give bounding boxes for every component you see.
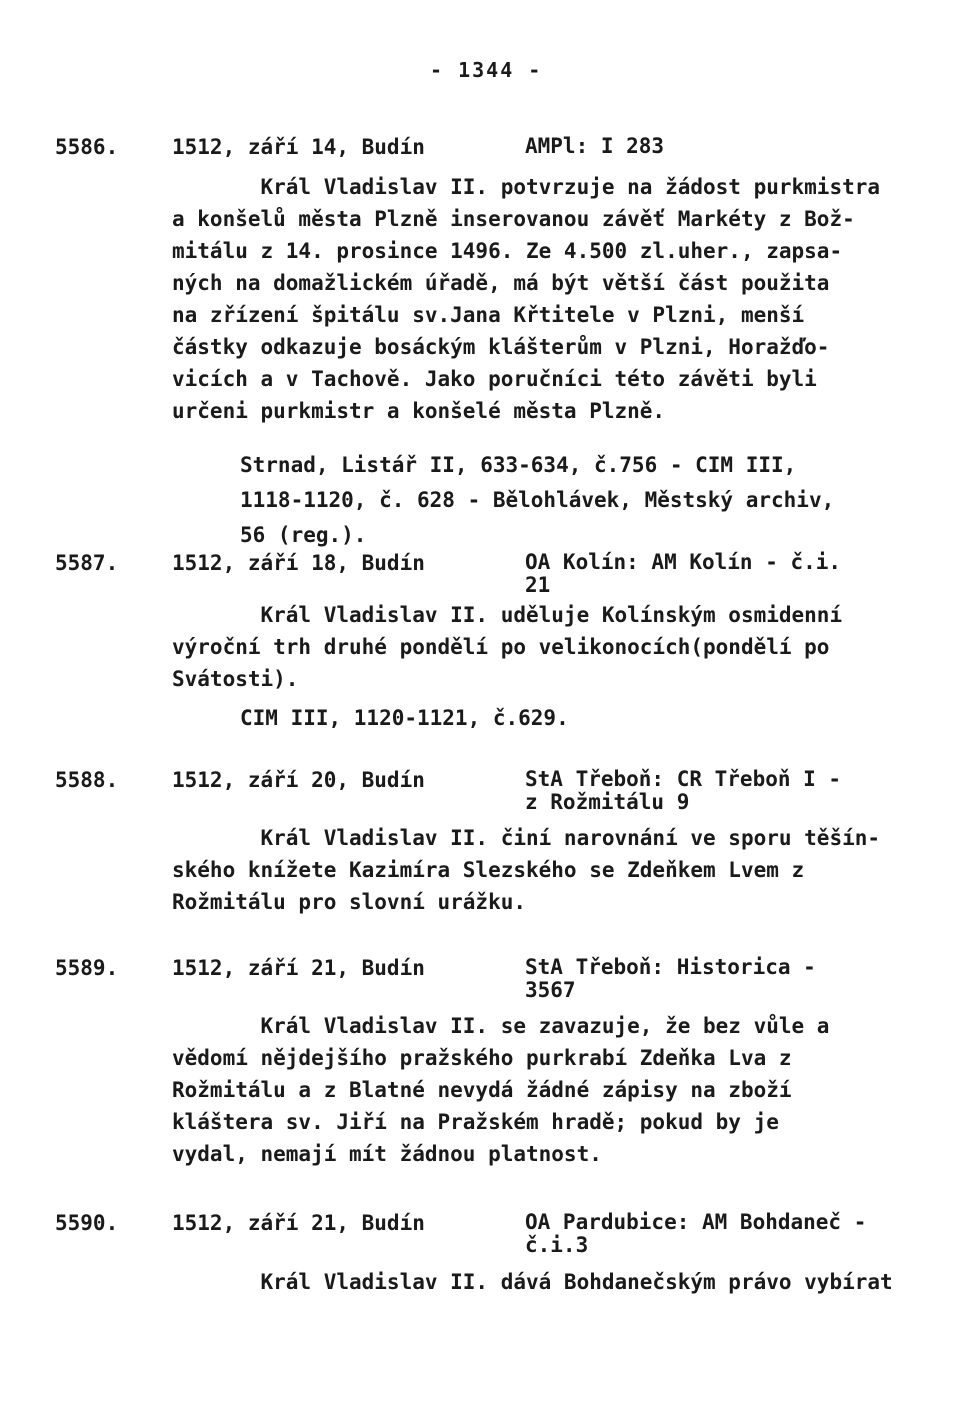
entry-references: Strnad, Listář II, 633-634, č.756 - CIM III, 1118-1120, č. 628 - Bělohlávek, Městský archiv, 56 (reg.).	[240, 453, 835, 547]
entry-number: 5588.	[55, 768, 119, 792]
entry-date-place: 1512, září 18, Budín	[172, 551, 425, 575]
entry-references: CIM III, 1120-1121, č.629.	[240, 706, 569, 730]
entry-date-place: 1512, září 21, Budín	[172, 1211, 425, 1235]
entry-archive-source: AMPl: I 283	[525, 134, 665, 158]
entry-abstract: Král Vladislav II. dává Bohdanečským právo vybírat	[172, 1270, 893, 1294]
entry-date-place: 1512, září 14, Budín	[172, 135, 425, 159]
entry-archive-source: StA Třeboň: Historica - 3567	[525, 955, 816, 1002]
entry-number: 5586.	[55, 135, 119, 159]
entry-abstract: Král Vladislav II. uděluje Kolínským osmidenní výroční trh druhé pondělí po velikonocích(pondělí po Svátosti).	[172, 603, 843, 691]
entry-archive-source: StA Třeboň: CR Třeboň I - z Rožmitálu 9	[525, 767, 842, 814]
entry-abstract: Král Vladislav II. se zavazuje, že bez vůle a vědomí nějdejšího pražského purkrabí Zdeňka Lva z Rožmitálu a z Blatné nevydá žádné zápisy na zboží kláštera sv. Jiří na Pražském hradě; pokud by je vydal, nemají mít žádnou platnost.	[172, 1014, 830, 1166]
entry-archive-source: OA Kolín: AM Kolín - č.i. 21	[525, 550, 842, 597]
entry-abstract: Král Vladislav II. potvrzuje na žádost purkmistra a konšelů města Plzně inserovanou závěť Markéty z Bož- mitálu z 14. prosince 1496. Ze 4.500 zl.uher., zapsa- ných na domažlickém úřadě, má být větší část použita na zřízení špitálu sv.Jana Křtitele v Plzni, menší částky odkazuje bosáckým klášterům v Plzni, Horažďo- vicích a v Tachově. Jako poručníci této závěti byli určeni purkmistr a konšelé města Plzně.	[172, 175, 881, 423]
entry-number: 5589.	[55, 956, 119, 980]
entry-number: 5587.	[55, 551, 119, 575]
entry-abstract: Král Vladislav II. činí narovnání ve sporu těšín- ského knížete Kazimíra Slezského se Zdeňkem Lvem z Rožmitálu pro slovní urážku.	[172, 826, 881, 914]
entry-date-place: 1512, září 21, Budín	[172, 956, 425, 980]
entry-archive-source: OA Pardubice: AM Bohdaneč - č.i.3	[525, 1210, 867, 1257]
entry-date-place: 1512, září 20, Budín	[172, 768, 425, 792]
entry-number: 5590.	[55, 1211, 119, 1235]
page-number: - 1344 -	[430, 58, 543, 82]
